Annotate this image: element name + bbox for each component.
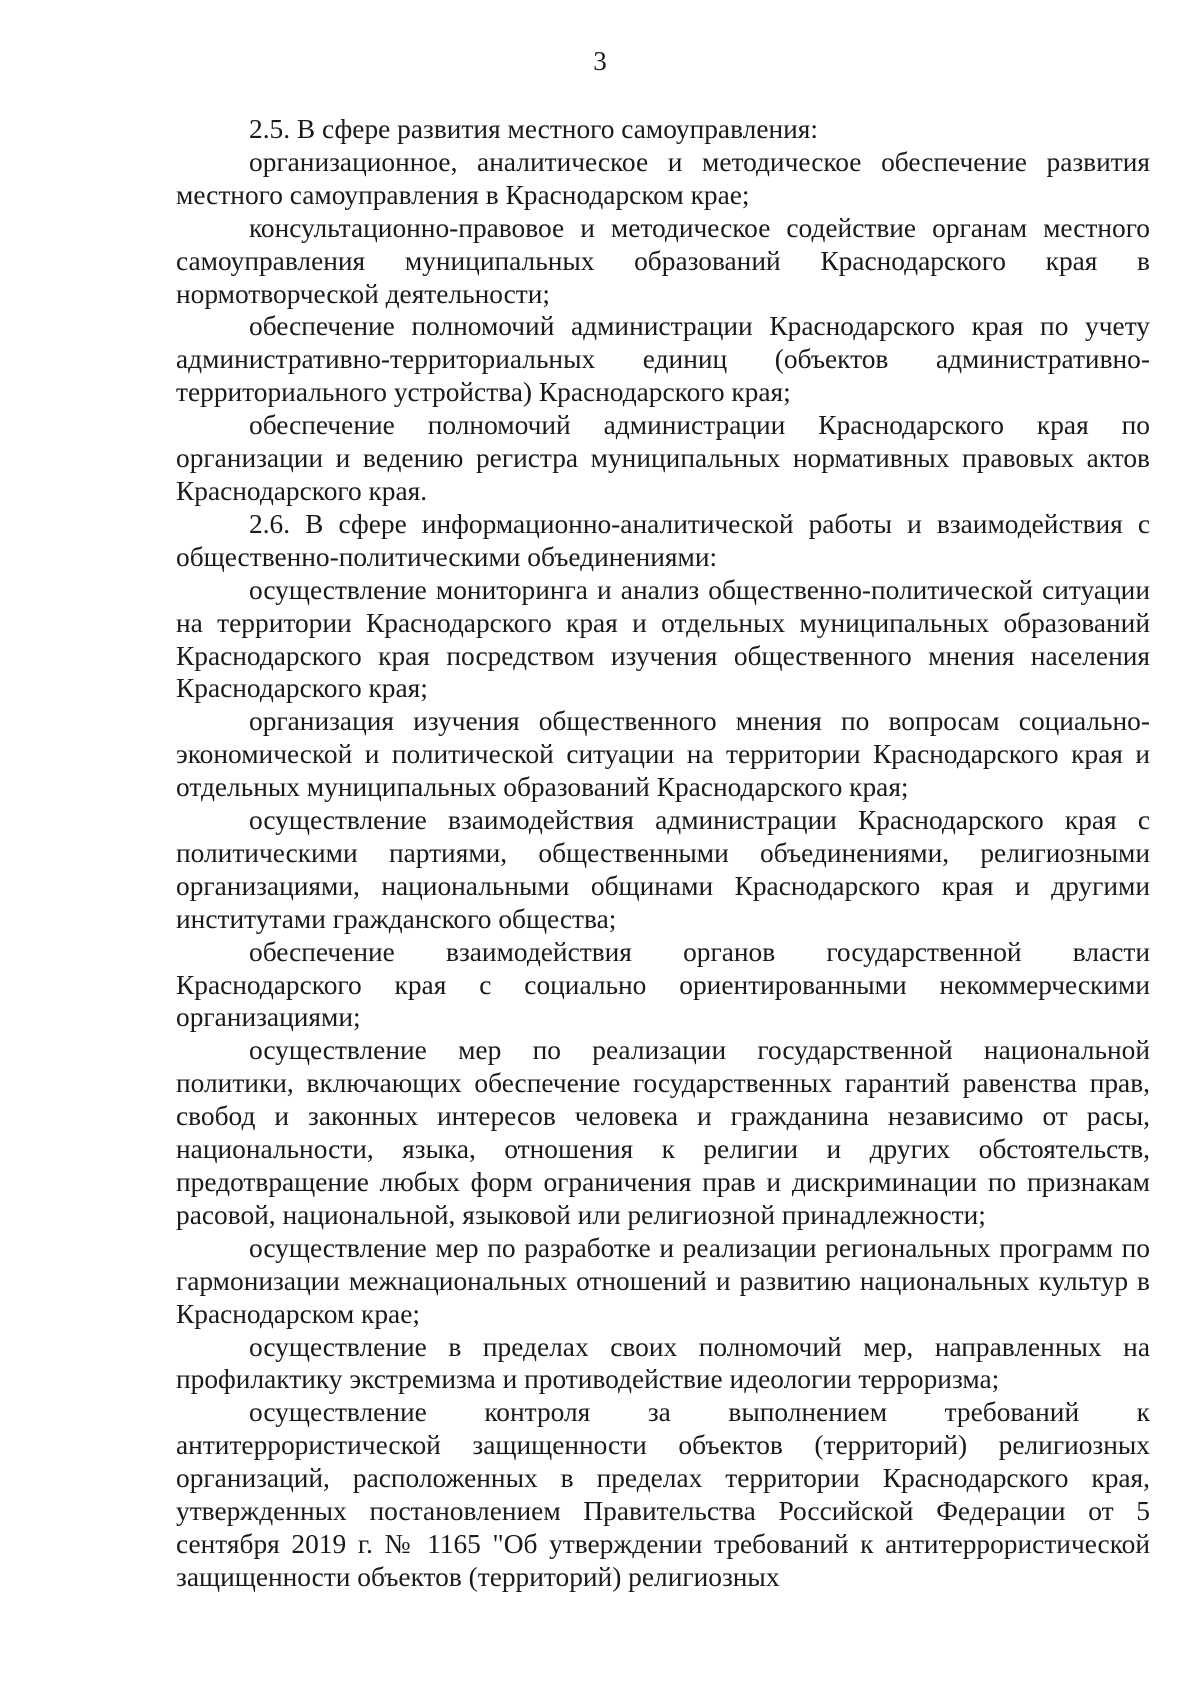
paragraph: консультационно-правовое и методическое содействие органам местного самоуправления муниципальных образований Краснодарского края в нормотворческой деятельности; <box>176 212 1150 309</box>
paragraph: осуществление контроля за выполнением требований к антитеррористической защищенности объектов (территорий) религиозных организаций, расположенных в пределах территории Краснодарского края, утвержденных постановлением Правительства Российской Федерации от 5 сентября 2019 г. № 1165 "Об утверждении требований к антитеррористической защищенности объектов (территорий) религиозных <box>176 1397 1150 1592</box>
paragraph: осуществление мер по реализации государственной национальной политики, включающих обеспечение государственных гарантий равенства прав, свобод и законных интересов человека и гражданина независимо от расы, национальности, языка, отношения к религии и других обстоятельств, предотвращение любых форм ограничения прав и дискриминации по признакам расовой, национальной, языковой или религиозной принадлежности; <box>176 1035 1150 1230</box>
paragraph: осуществление мер по разработке и реализации региональных программ по гармонизации межнациональных отношений и развитию национальных культур в Краснодарском крае; <box>176 1232 1150 1329</box>
paragraph: организация изучения общественного мнения по вопросам социально-экономической и политической ситуации на территории Краснодарского края и отдельных муниципальных образований Краснодарского края; <box>176 706 1150 803</box>
paragraph: осуществление взаимодействия администрации Краснодарского края с политическими партиями, общественными объединениями, религиозными организациями, национальными общинами Краснодарского края и другими институтами гражданского общества; <box>176 805 1150 934</box>
paragraph: осуществление мониторинга и анализ общественно-политической ситуации на территории Краснодарского края и отдельных муниципальных образований Краснодарского края посредством изучения общественного мнения населения Краснодарского края; <box>176 574 1150 704</box>
page-number: 3 <box>593 46 607 76</box>
document-body <box>176 113 1150 1594</box>
paragraph: организационное, аналитическое и методическое обеспечение развития местного самоуправления в Краснодарском крае; <box>176 146 1150 210</box>
paragraph: обеспечение полномочий администрации Краснодарского края по учету административно-территориальных единиц (объектов административно-территориального устройства) Краснодарского края; <box>176 311 1150 408</box>
paragraph: осуществление в пределах своих полномочий мер, направленных на профилактику экстремизма и противодействие идеологии терроризма; <box>176 1331 1150 1395</box>
paragraph: обеспечение взаимодействия органов государственной власти Краснодарского края с социально ориентированными некоммерческими организациями; <box>176 936 1150 1033</box>
section-heading-2-5: 2.5. В сфере развития местного самоуправления: <box>249 114 818 144</box>
section-heading-2-6: 2.6. В сфере информационно-аналитической работы и взаимодействия с общественно-политическими объединениями: <box>176 508 1150 572</box>
paragraph: обеспечение полномочий администрации Краснодарского края по организации и ведению регистра муниципальных нормативных правовых актов Краснодарского края. <box>176 410 1150 506</box>
